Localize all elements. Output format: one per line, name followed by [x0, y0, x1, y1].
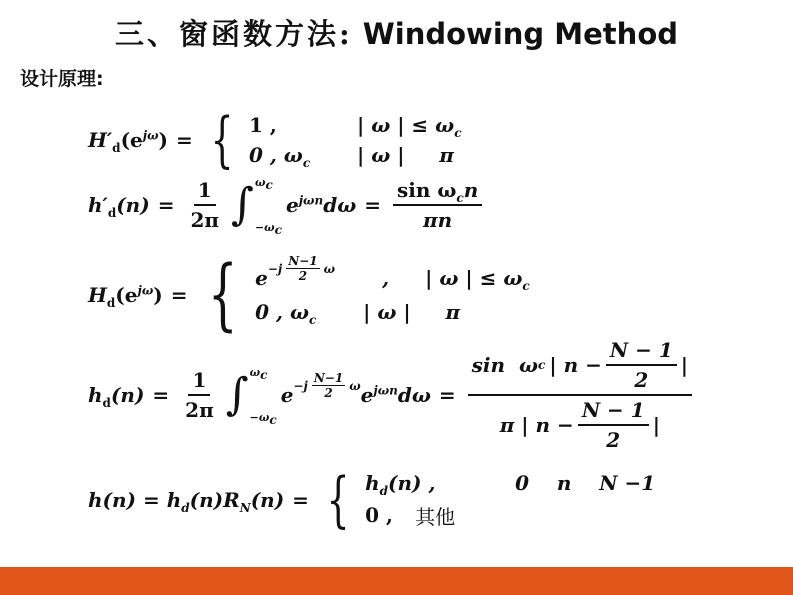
eq1-cases: 1 , | ω | ≤ $\omega_c$ 0 , $\omega_c$ | ω | π — [248, 113, 462, 170]
eq5-brace: { — [326, 465, 350, 535]
equation-windowed-response: $h(n) = h_d(n)R_N(n)$ = { $h_d(n)$ , 0 n N −1 0 , 其他 — [88, 465, 656, 535]
eq4-fraction: $\frac{1}{2\pi}$ — [185, 368, 214, 422]
eq1-lhs: $H'_d(e^{j\omega})$ — [88, 128, 168, 155]
equation-shifted-impulse-response: $h_d(n)$ = $\frac{1}{2\pi}$ ∫ $\omega_c$ $-\omega_c$ e −j $\frac{N-1}{2}$ ω $e^{j\omega n}d\omega$ = sin ω c | n − $\frac{N - 1}{2}$ | π | n − $\frac{N - 1}{2}$ | — [88, 338, 696, 452]
eq4-lhs: $h_d(n)$ — [88, 383, 145, 410]
eq4-integral: ∫ $\omega_c$ $-\omega_c$ — [225, 366, 277, 428]
eq2-fraction: $\frac{1}{2\pi}$ — [190, 178, 220, 232]
equation-ideal-frequency-response: $H'_d(e^{j\omega})$ = { 1 , | ω | ≤ $\omega_c$ 0 , $\omega_c$ | ω | π — [88, 105, 462, 175]
slide-title — [0, 12, 793, 53]
eq5-cases: $h_d(n)$ , 0 n N −1 0 , 其他 — [365, 470, 656, 529]
eq2-lhs: $h'_d(n)$ — [88, 193, 150, 220]
equation-ideal-impulse-response: $h'_d(n)$ = $\frac{1}{2\pi}$ ∫ $\omega_c$ $-\omega_c$ $e^{j\omega n}d\omega$ = $\frac{\sin \omega_cn}{\pi n}$ — [88, 176, 486, 234]
eq1-brace: { — [210, 105, 234, 175]
title-chinese: 三、窗函数方法: — [114, 17, 353, 51]
equation-linear-phase-response: $H_d(e^{j\omega})$ = { e −j $\frac{N-1}{2}$ ω , | ω | ≤ $\omega_c$ 0 , $\omega_c$ | ω | π — [88, 250, 530, 340]
eq5-lhs: $h(n) = h_d(n)R_N(n)$ — [88, 488, 285, 515]
eq3-cases: e −j $\frac{N-1}{2}$ ω , | ω | ≤ $\omega_c$ 0 , $\omega_c$ | ω | π — [255, 254, 530, 327]
eq3-brace: { — [207, 250, 238, 340]
eq2-integral: ∫ $\omega_c$ $-\omega_c$ — [231, 176, 282, 238]
title-english: Windowing Method — [362, 17, 679, 51]
section-subheading: 设计原理: — [20, 68, 104, 90]
eq2-result-fraction: $\frac{\sin \omega_cn}{\pi n}$ — [393, 178, 482, 232]
eq3-lhs: $H_d(e^{j\omega})$ — [88, 283, 163, 310]
eq4-result-fraction: sin ω c | n − $\frac{N - 1}{2}$ | π | n − $\frac{N - 1}{2}$ | — [468, 338, 692, 452]
footer-accent-bar — [0, 567, 793, 595]
